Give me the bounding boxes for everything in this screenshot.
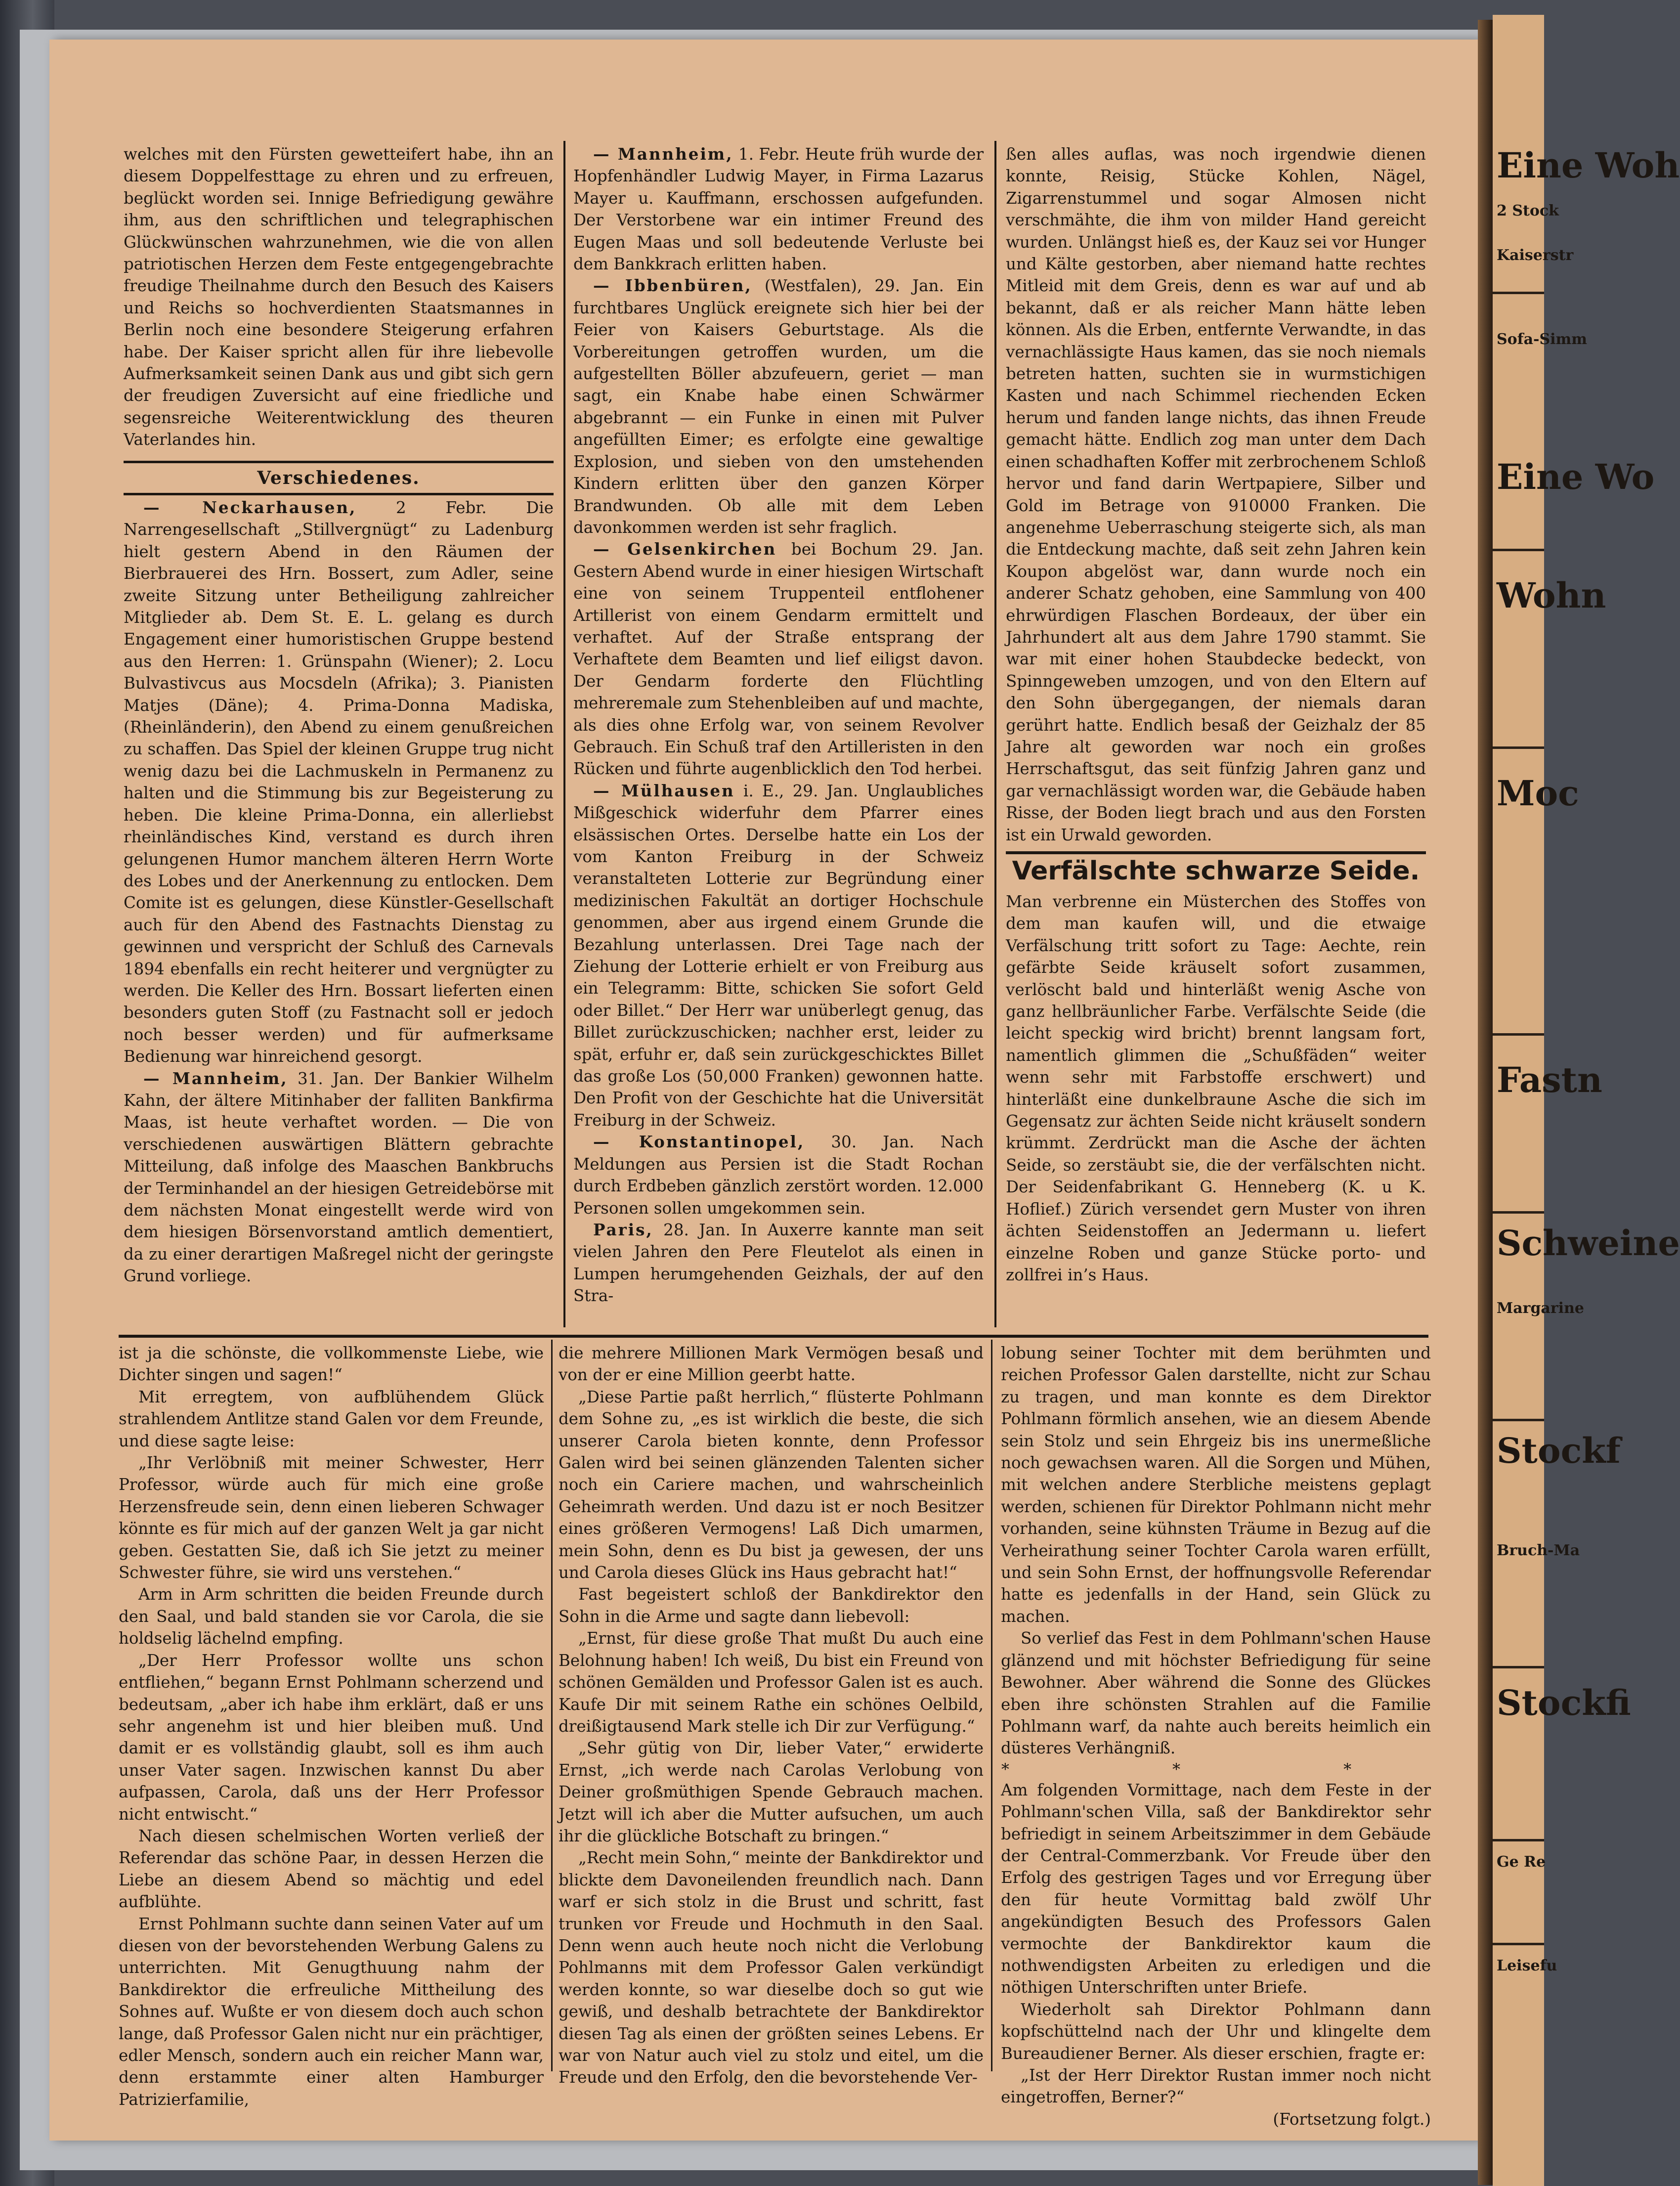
article-text: (Westfalen), 29. Jan. Ein furchtbares Unglück ereignete sich hier bei der Feier von Kaisers Geburtstage. Als die Vorbereitungen getroffen wurden, um die aufgestellten Böller abzufeuern, geriet — man sagt, ein Knabe habe einen Schwärmer abgebrannt — ein Funke in einen mit Pulver angefüllten Eimer; es erfolgte eine gewaltige Explosion, und sieben von den umstehenden Kindern erlitten über den ganzen Körper Brandwunden. Ob alle mit dem Leben davonkommen werden ist sehr fraglich. <box>573 276 984 537</box>
article-text: 1. Febr. Heute früh wurde der Hopfenhändler Ludwig Mayer, in Firma Lazarus Mayer u. Kauffmann, erschossen aufgefunden. Der Verstorbene war ein intimer Freund des Eugen Maas und soll bedeutende Verluste bei dem Bankkrach erlitten haben. <box>573 145 984 274</box>
adjacent-page-rule <box>1493 1839 1544 1841</box>
adjacent-page-fragment: Margarine <box>1497 1300 1584 1317</box>
adjacent-page-rule <box>1493 1033 1544 1036</box>
column-1-top <box>124 143 554 450</box>
adjacent-page-fragment: Moc <box>1497 773 1579 814</box>
story-paragraph: „Diese Partie paßt herrlich,“ flüsterte Pohlmann dem Sohne zu, „es ist wirklich die beste, die sich unserer Carola bieten konnte, denn Professor Galen wird bei seinen glänzenden Talenten sicher noch ein Cariere machen, und wahrscheinlich Geheimrath werden. Und dazu ist er noch Besitzer eines größeren Vermogens! Laß Dich umarmen, mein Sohn, denn es Du bist ja gewesen, der uns und Carola dieses Glück ins Haus gebracht hat!“ <box>559 1387 984 1582</box>
ad-heading: Verfälschte schwarze Seide. <box>1012 856 1420 886</box>
article-paragraph <box>124 1068 554 1287</box>
feuilleton-column-3 <box>1001 1342 1431 2129</box>
adjacent-page-rule <box>1493 292 1544 294</box>
article-paragraph <box>124 143 554 451</box>
story-paragraph: Wiederholt sah Direktor Pohlmann dann kopfschüttelnd nach der Uhr und klingelte dem Bureaudiener Berner. Als dieser erschien, fragte er: <box>1001 2000 1431 2063</box>
feuilleton-column-1 <box>119 1342 544 2109</box>
adjacent-page-rule <box>1493 1943 1544 1945</box>
adjacent-page-edge <box>1493 15 1680 2186</box>
article-text: welches mit den Fürsten gewetteifert habe, ihn an diesem Doppelfesttage zu ehren und zu erfreuen, beglückt worden sei. Innige Befriedigung gewähre ihm, aus den schriftlichen und telegraphischen Glückwünschen wahrzunehmen, wie die von allen patriotischen Herzen dem Feste entgegengebrachte freudige Theilnahme durch den Besuch des Kaisers und Reichs so hochverdienten Staatsmannes in Berlin noch eine besondere Steigerung erfahren habe. Der Kaiser spricht allen für ihre liebevolle Aufmerksamkeit seinen Dank aus und gibt sich gern der freudigen Zuversicht auf eine friedliche und segensreiche Weiterentwicklung des theuren Vaterlandes hin. <box>124 145 554 449</box>
story-paragraph: „Ernst, für diese große That mußt Du auch eine Belohnung haben! Ich weiß, Du bist ein Freund von schönen Gemälden und Professor Galen ist es auch. Kaufe Dir mit seinem Rathe ein schönes Oelbild, dreißigtausend Mark stelle ich Dir zur Verfügung.“ <box>559 1629 984 1736</box>
story-paragraph: ist ja die schönste, die vollkommenste Liebe, wie Dichter singen und sagen!“ <box>119 1344 544 1385</box>
article-dateline: — Mülhausen <box>593 781 735 800</box>
article-paragraph <box>573 780 984 1132</box>
column-rule-1 <box>563 141 565 1327</box>
section-heading: Verschiedenes. <box>257 468 420 488</box>
story-paragraph: Arm in Arm schritten die beiden Freunde durch den Saal, und bald standen sie vor Carola, die sie holdselig lächelnd empfing. <box>119 1585 544 1648</box>
article-text: 2 Febr. Die Narrengesellschaft „Stillvergnügt“ zu Ladenburg hielt gestern Abend in den Räumen der Bierbrauerei des Hrn. Bossert, zum Adler, seine zweite Sitzung unter Betheiligung zahlreicher Mitglieder ab. Dem St. E. L. gelang es durch Engagement einer humoristischen Gruppe bestend aus den Herren: 1. Grünspahn (Wiener); 2. Locu Bulvastivcus aus Mocsdeln (Afrika); 3. Pianisten Matjes (Däne); 4. Prima-Donna Madiska, (Rheinländerin), den Abend zu einem genußreichen zu schaffen. Das Spiel der kleinen Gruppe trug nicht wenig dazu bei die Lachmuskeln in Permanenz zu halten und die Stimmung bis zur Begeisterung zu heben. Die kleine Prima-Donna, ein allerliebst rheinländisches Kind, verstand es durch ihren gelungenen Humor manchem älteren Herrn Worte des Lobes und der Anerkennung zu entlocken. Dem Comite ist es gelungen, diese Künstler-Gesellschaft auch für den Abend des Fastnachts Dienstag zu gewinnen und verspricht der Schluß des Carnevals 1894 ebenfalls ein recht heiterer und vergnügter zu werden. Die Keller des Hrn. Bossart lieferten einen besonders guten Stoff (zu Fastnacht soll er jedoch noch besser werden) und für aufmerksame Bedienung war hinreichend gesorgt. <box>124 498 554 1066</box>
adjacent-page-rule <box>1493 1666 1544 1668</box>
article-dateline: Paris, <box>593 1220 653 1239</box>
article-paragraph <box>573 275 984 538</box>
article-paragraph <box>1006 143 1426 846</box>
story-paragraph: Fast begeistert schloß der Bankdirektor den Sohn in die Arme und sagte dann liebevoll: <box>559 1585 984 1626</box>
story-paragraph: Am folgenden Vormittage, nach dem Feste in der Pohlmann'schen Villa, saß der Bankdirektor sehr befriedigt in seinem Arbeitszimmer in dem Gebäude der Central-Commerzbank. Vor Freude über den Erfolg des gestrigen Tages und vor Erregung über den für heute Vormittag bald zwölf Uhr angekündigten Besuch des Professors Galen vermochte der Bankdirektor kaum die nothwendigsten Arbeiten zu erledigen und die nöthigen Unterschriften unter Briefe. <box>1001 1780 1431 1997</box>
column-3-story <box>1006 143 1426 850</box>
article-dateline: — Mannheim, <box>593 144 733 164</box>
adjacent-page-fragment: Wohn <box>1497 575 1606 616</box>
article-text: bei Bochum 29. Jan. Gestern Abend wurde in einer hiesigen Wirtschaft eine von seinem Truppenteil entflohener Artillerist von einem Gendarm ermittelt und verhaftet. Auf der Straße entsprang der Verhaftete dem Beamten und lief eiligst davon. Der Gendarm forderte den Flüchtling mehreremale zum Stehenbleiben auf und machte, als dies ohne Erfolg war, von seinem Revolver Gebrauch. Ein Schuß traf den Artilleristen in den Rücken und führte augenblicklich den Tod herbei. <box>573 540 984 779</box>
story-paragraph: „Sehr gütig von Dir, lieber Vater,“ erwiderte Ernst, „ich werde nach Carolas Verlobung von Deiner großmüthigen Spende Gebrauch machen. Jetzt will ich aber die Mutter aufsuchen, um auch ihr die glückliche Botschaft zu bringen.“ <box>559 1739 984 1845</box>
article-paragraph <box>124 497 554 1068</box>
story-paragraph: lobung seiner Tochter mit dem berühmten und reichen Professor Galen darstellte, nicht zur Schau zu tragen, und man konnte es dem Direktor Pohlmann förmlich ansehen, wie an diesem Abende sein Stolz und sein Ehrgeiz bis ins unermeßliche noch gewachsen waren. All die Sorgen und Mühen, mit welchen andere Sterbliche meistens geplagt werden, schienen für Direktor Pohlmann nicht mehr vorhanden, seine kühnsten Träume in Bezug auf die Verheirathung seiner Tochter Carola waren erfüllt, und sein Sohn Ernst, der hoffnungsvolle Referendar hatte es jedenfalls in der Hand, sein Glück zu machen. <box>1001 1344 1431 1626</box>
feuilleton-rule-2 <box>991 1340 992 2071</box>
article-text: 31. Jan. Der Bankier Wilhelm Kahn, der ältere Mitinhaber der falliten Bankfirma Maas, ist heute verhaftet worden. — Die von verschiedenen auswärtigen Blättern gebrachte Mitteilung, daß infolge des Maaschen Bankbruchs der Terminhandel an der hiesigen Getreidebörse mit dem nächsten Monat eingestellt werde wird von dem hiesigen Börsenvorstand amtlich dementiert, da zu einer derartigen Maßregel nicht der geringste Grund vorliege. <box>124 1069 554 1286</box>
article-paragraph <box>573 1219 984 1307</box>
page-gutter <box>1478 20 1493 2185</box>
adjacent-page-fragment: Bruch-Ma <box>1497 1542 1580 1559</box>
story-paragraph: die mehrere Millionen Mark Vermögen besaß und von der er eine Million geerbt hatte. <box>559 1344 984 1385</box>
adjacent-page-fragment: Sofa-Simm <box>1497 331 1588 348</box>
article-text: i. E., 29. Jan. Unglaubliches Mißgeschick widerfuhr dem Pfarrer eines elsässischen Ortes. Derselbe hatte ein Los der vom Kanton Freiburg in der Schweiz veranstalteten Lotterie zur Begründung einer medizinischen Fakultät an dortiger Hochschule genommen, aber aus irgend einem Grunde die Bezahlung unterlassen. Drei Tage nach der Ziehung der Lotterie erhielt er von Freiburg aus ein Telegramm: Bitte, schicken Sie sofort Geld oder Billet.“ Der Herr war unüberlegt genug, das Billet zurückzuschicken; nachher erst, leider zu spät, erfuhr er, daß sein zurückgeschicktes Billet das große Los (50,000 Franken) gewonnen hatte. Den Profit von der Geschichte hat die Universität Freiburg in der Schweiz. <box>573 781 984 1130</box>
feuilleton-rule-1 <box>551 1340 553 2071</box>
adjacent-page-fragment: Eine Wo <box>1497 456 1655 497</box>
story-paragraph: Nach diesen schelmischen Worten verließ der Referendar das schöne Paar, in dessen Herzen die Liebe an diesem Abend so mächtig und edel aufblühte. <box>119 1826 544 1912</box>
article-dateline: — Mannheim, <box>143 1068 288 1088</box>
adjacent-page-fragment: Eine Woh <box>1497 145 1680 186</box>
article-paragraph <box>573 143 984 275</box>
column-rule-2 <box>994 141 996 1327</box>
story-paragraph: Mit erregtem, von aufblühendem Glück strahlendem Antlitze stand Galen vor dem Freunde, und diese sagte leise: <box>119 1387 544 1450</box>
story-paragraph: So verlief das Fest in dem Pohlmann'schen Hause glänzend und mit höchster Befriedigung für seine Bewohner. Aber während die Sonne des Glückes eben ihre schönsten Strahlen auf die Familie Pohlmann warf, da nahte auch bereits heimlich ein düsteres Verhängniß. <box>1001 1629 1431 1758</box>
story-paragraph: „Der Herr Professor wollte uns schon entfliehen,“ begann Ernst Pohlmann scherzend und bedeutsam, „aber ich habe ihm erklärt, daß er uns sehr angenehm ist und hier bleiben muß. Und damit er es vollständig glaubt, soll es ihm auch unser Vater sagen. Inzwischen kannst Du aber aufpassen, Carola, daß uns der Herr Professor nicht entwischt.“ <box>119 1651 544 1824</box>
feuilleton-rule <box>119 1335 1428 1338</box>
adjacent-page-fragment: Fastn <box>1497 1059 1602 1100</box>
story-paragraph: „Ist der Herr Direktor Rustan immer noch nicht eingetroffen, Berner?“ <box>1001 2066 1431 2107</box>
adjacent-page-fragment: Schweine <box>1497 1223 1680 1264</box>
adjacent-page-rule <box>1493 1211 1544 1214</box>
article-dateline: — Gelsenkirchen <box>593 539 777 559</box>
article-dateline: — Neckarhausen, <box>143 498 357 517</box>
adjacent-page-fragment: Stockf <box>1497 1430 1621 1471</box>
feuilleton-column-2 <box>559 1342 984 2087</box>
story-paragraph: „Recht mein Sohn,“ meinte der Bankdirektor und blickte dem Davoneilenden freundlich nach. Dann warf er sich stolz in die Brust und schritt, fast trunken vor Freude und Hochmuth in den Saal. Denn wenn auch heute noch nicht die Verlobung Pohlmanns mit dem Professor Galen verkündigt werden konnte, so war dieselbe doch so gut wie gewiß, und deshalb betrachtete der Bankdirektor diesen Tag als einen der größten seines Lebens. Er war von Natur auch viel zu stolz und eitel, um die Freude und den Erfolg, den die bevorstehende Ver- <box>559 1848 984 2087</box>
story-paragraph: „Ihr Verlöbniß mit meiner Schwester, Herr Professor, würde auch für mich eine große Herzensfreude sein, denn einen lieberen Schwager könnte es für mich auf der ganzen Welt ja gar nicht geben. Gestatten Sie, daß ich Sie jetzt zu meiner Schwester führe, sie wird uns verstehen.“ <box>119 1453 544 1582</box>
continuation-note: (Fortsetzung folgt.) <box>1273 2109 1431 2129</box>
article-dateline: — Konstantinopel, <box>593 1132 805 1152</box>
ad-rule <box>1006 851 1426 854</box>
newspaper-page <box>49 40 1478 2141</box>
adjacent-page-fragment: 2 Stock <box>1497 202 1559 219</box>
article-dateline: — Ibbenbüren, <box>593 276 752 296</box>
ad-body: Man verbrenne ein Müsterchen des Stoffes von dem man kaufen will, und die etwaige Verfälschung tritt sofort zu Tage: Aechte, rein gefärbte Seide kräuselt sofort zusammen, verlöscht bald und hinterläßt wenig Asche von ganz hellbräunlicher Farbe. Verfälschte Seide (die leicht speckig wird bricht) brennt langsam fort, namentlich glimmen die „Schußfäden“ weiter wenn sehr mit Farbstoffe erschwert) und hinterläßt eine dunkelbraune Asche die sich im Gegensatz zur ächten Seide nicht kräuselt sondern krümmt. Zerdrückt man die Asche der ächten Seide, so zerstäubt sie, die der verfälschten nicht. Der Seidenfabrikant G. Henneberg (K. u K. Hoflief.) Zürich versendet gern Muster von ihren ächten Seidenstoffen an Jedermann u. liefert einzelne Roben und ganze Stücke porto- und zollfrei in’s Haus. <box>1006 892 1426 1284</box>
column-1-news <box>124 497 554 1327</box>
article-paragraph <box>573 538 984 780</box>
article-text: 30. Jan. Nach Meldungen aus Persien ist die Stadt Rochan durch Erdbeben gänzlich zerstört worden. 12.000 Personen sollen umgekommen sein. <box>573 1133 984 1218</box>
section-rule-top <box>124 461 554 463</box>
adjacent-page-rule <box>1493 549 1544 551</box>
adjacent-page-fragment: Ge Re <box>1497 1853 1546 1871</box>
adjacent-page-fragment: Leisefu <box>1497 1957 1557 1974</box>
adjacent-page-rule <box>1493 1419 1544 1421</box>
adjacent-page-fragment: Kaiserstr <box>1497 247 1574 264</box>
article-text: 28. Jan. In Auxerre kannte man seit vielen Jahren den Pere Fleutelot als einen in Lumpen herumgehenden Geizhals, der auf den Stra- <box>573 1220 984 1306</box>
column-2-news <box>573 143 984 1330</box>
adjacent-page-fragment: Stockfi <box>1497 1682 1631 1723</box>
article-text: ßen alles auflas, was noch irgendwie dienen konnte, Reisig, Stücke Kohlen, Nägel, Zigarrenstummel und sogar Almosen nicht verschmähte, die ihm von milder Hand gereicht wurden. Unlängst hieß es, der Kauz sei vor Hunger und Kälte gestorben, aber niemand hatte rechtes Mitleid mit dem Greis, denn es war auf und ab bekannt, daß er als reicher Mann hätte leben können. Als die Erben, entfernte Verwandte, in das vernachlässigte Haus kamen, das sie noch niemals betreten hatten, suchten sie in wurmstichigen Kasten und nach Schimmel riechenden Ecken herum und fanden lange nichts, das ihnen Freude gemacht hätte. Endlich zog man unter dem Dach einen schadhaften Koffer mit zerbrochenem Schloß hervor und fand darin Wertpapiere, Silber und Gold im Betrage von 910000 Franken. Die angenehme Ueberraschung steigerte sich, als man die Entdeckung machte, daß seit zehn Jahren kein Koupon abgelöst war, dann wurde noch ein anderer Schatz gehoben, eine Sammlung von 400 ehrwürdigen Flaschen Bordeaux, der über ein Jahrhundert alt aus dem Jahre 1790 stammt. Sie war mit einer hohen Staubdecke bedeckt, von Spinngeweben umzogen, und von den Eltern auf den Sohn übergegangen, der niemals daran gerührt hatte. Endlich besaß der Geizhalz der 85 Jahre alt geworden war noch ein großes Herrschaftsgut, das seit fünfzig Jahren ganz und gar vernachlässigt worden war, die Gebäude haben Risse, der Boden liegt brach und aus den Forsten ist ein Urwald geworden. <box>1006 145 1426 844</box>
article-paragraph <box>573 1131 984 1219</box>
section-rule-bottom <box>124 493 554 495</box>
story-paragraph: Ernst Pohlmann suchte dann seinen Vater auf um diesen von der bevorstehenden Werbung Galens zu unterrichten. Mit Genugthuung nahm der Bankdirektor die erfreuliche Mittheilung des Sohnes auf. Wußte er von diesem doch auch schon lange, daß Professor Galen nicht nur ein prächtiger, edler Mensch, sondern auch ein reicher Mann war, denn erstammte einer alten Hamburger Patrizierfamilie, <box>119 1914 544 2109</box>
section-stars: * * * <box>1001 1759 1431 1779</box>
adjacent-page-rule <box>1493 746 1544 749</box>
